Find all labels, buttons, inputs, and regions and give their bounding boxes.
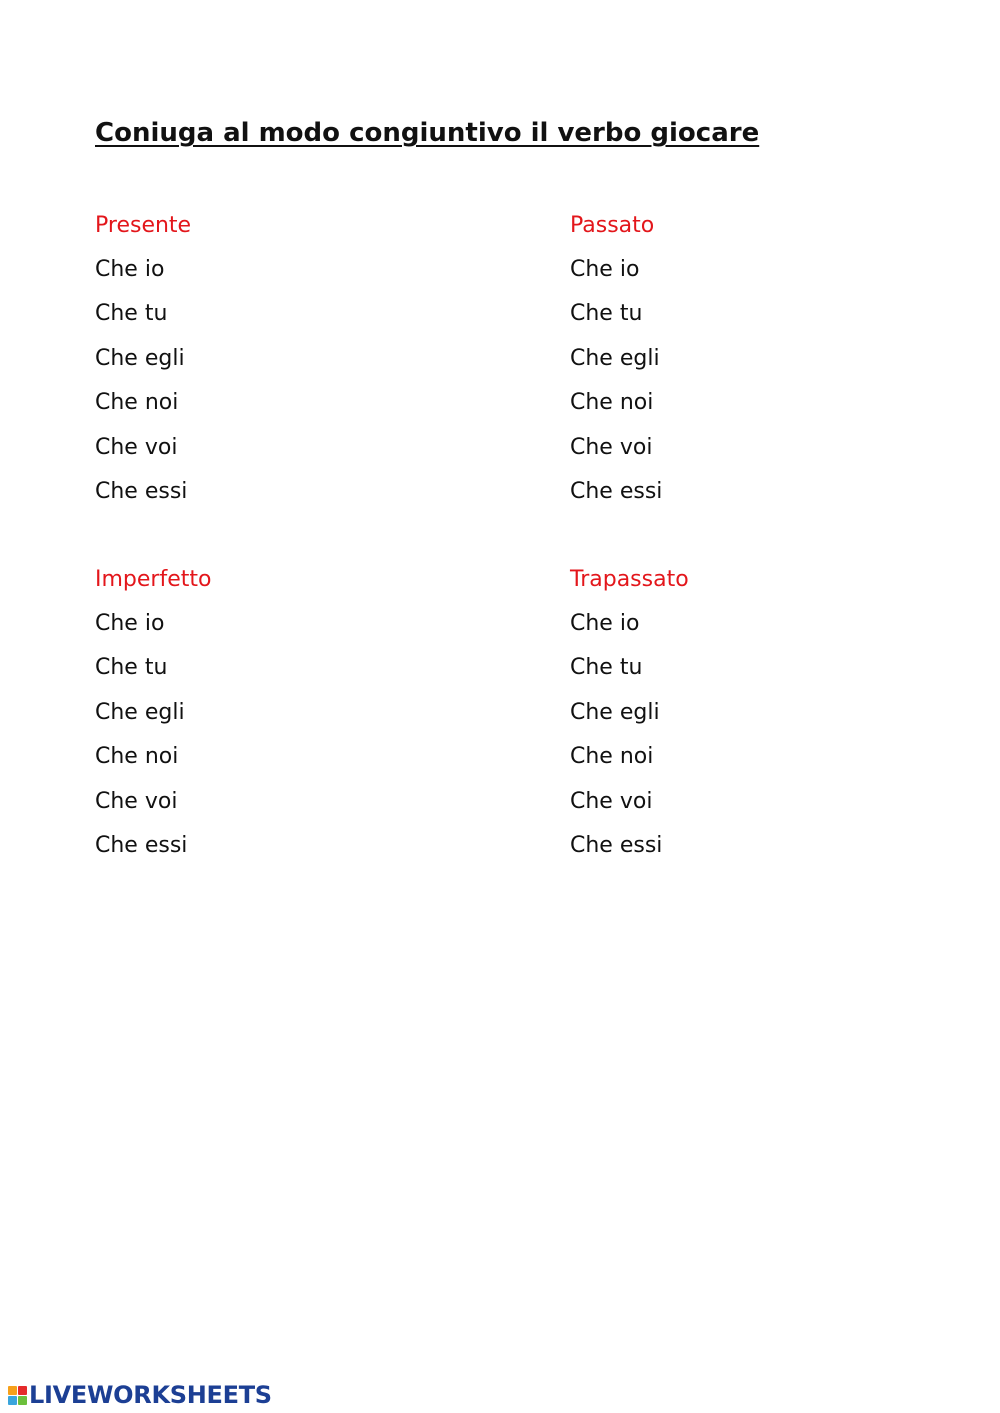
section-heading-presente: Presente (95, 213, 192, 238)
pronoun-row: Che egli (570, 345, 660, 371)
section-heading-trapassato: Trapassato (570, 567, 689, 592)
liveworksheets-logo (8, 1380, 272, 1410)
pronoun-row: Che io (570, 611, 640, 636)
pronoun-row: Che egli (95, 699, 185, 725)
pronoun-row: Che tu (570, 301, 643, 327)
pronoun-row: Che io (95, 611, 165, 636)
pronoun-row: Che noi (95, 390, 179, 416)
section-trapassato (570, 558, 950, 868)
pronoun-row: Che voi (570, 788, 653, 814)
pronoun-row: Che voi (570, 434, 653, 460)
section-passato (570, 204, 950, 514)
pronoun-row: Che egli (95, 345, 185, 371)
pronoun-row: Che tu (570, 655, 643, 681)
logo-tile (18, 1396, 27, 1405)
pronoun-row: Che noi (570, 390, 654, 416)
section-imperfetto (95, 558, 475, 868)
pronoun-row: Che voi (95, 788, 178, 814)
logo-tile (8, 1396, 17, 1405)
logo-tile (18, 1386, 27, 1395)
pronoun-row: Che noi (570, 744, 654, 770)
section-heading-passato: Passato (570, 213, 655, 238)
pronoun-row: Che egli (570, 699, 660, 725)
pronoun-row: Che essi (570, 832, 663, 858)
logo-tiles-icon (8, 1386, 27, 1405)
pronoun-row: Che essi (95, 832, 188, 858)
pronoun-row: Che essi (95, 478, 188, 504)
section-presente (95, 204, 475, 514)
brand-name: LIVEWORKSHEETS (29, 1381, 272, 1409)
pronoun-row: Che noi (95, 744, 179, 770)
pronoun-row: Che tu (95, 655, 168, 681)
worksheet-title: Coniuga al modo congiuntivo il verbo giocare (95, 118, 760, 148)
logo-tile (8, 1386, 17, 1395)
pronoun-row: Che tu (95, 301, 168, 327)
pronoun-row: Che voi (95, 434, 178, 460)
pronoun-row: Che io (570, 257, 640, 282)
pronoun-row: Che io (95, 257, 165, 282)
section-heading-imperfetto: Imperfetto (95, 567, 212, 592)
pronoun-row: Che essi (570, 478, 663, 504)
